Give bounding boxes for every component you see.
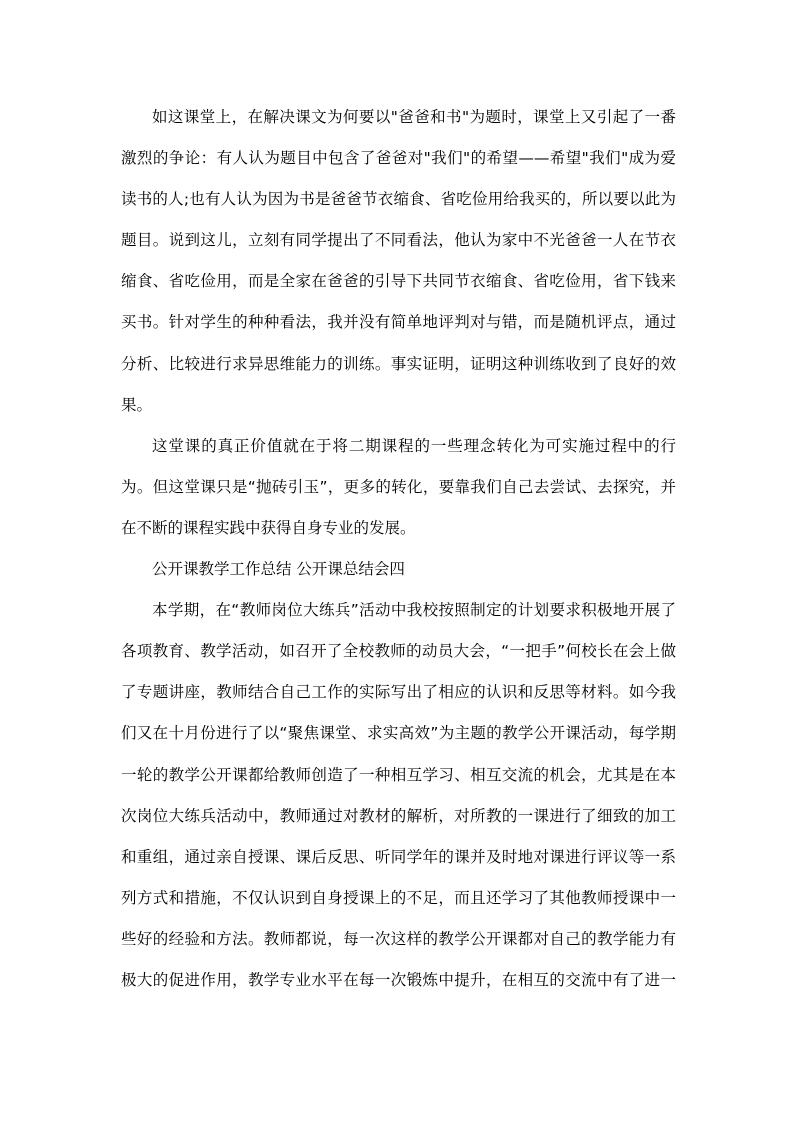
text-line: 公开课教学工作总结 公开课总结会四 [152,560,405,579]
text-line: 列方式和措施，不仅认识到自身授课上的不足，而且还学习了其他教师授课中一 [121,888,676,907]
text-line: 次岗位大练兵活动中，教师通过对教材的解析，对所教的一课进行了细致的加工 [121,806,676,825]
document-body [121,99,676,1003]
text-line: 们又在十月份进行了以“聚焦课堂、求实高效”为主题的教学公开课活动，每学期 [121,724,676,743]
text-line: 在不断的课程实践中获得自身专业的发展。 [121,518,416,537]
text-line: 本学期，在“教师岗位大练兵”活动中我校按照制定的计划要求积极地开展了 [152,601,676,620]
text-line: 些好的经验和方法。教师都说，每一次这样的教学公开课都对自己的教学能力有 [121,929,676,948]
text-line: 题目。说到这儿，立刻有同学提出了不同看法，他认为家中不光爸爸一人在节衣 [121,231,676,250]
text-line: 这堂课的真正价值就在于将二期课程的一些理念转化为可实施过程中的行 [152,436,676,455]
text-line: 了专题讲座，教师结合自己工作的实际写出了相应的认识和反思等材料。如今我 [121,683,676,702]
text-line: 买书。针对学生的种种看法，我并没有简单地评判对与错，而是随机评点，通过 [121,313,676,332]
text-line: 为。但这堂课只是“抛砖引玉”，更多的转化，要靠我们自己去尝试、去探究，并 [121,477,676,496]
text-line: 极大的促进作用，教学专业水平在每一次锻炼中提升，在相互的交流中有了进一 [121,970,676,989]
text-line: 和重组，通过亲自授课、课后反思、听同学年的课并及时地对课进行评议等一系 [121,847,676,866]
text-line: 各项教育、教学活动，如召开了全校教师的动员大会，“一把手”何校长在会上做 [121,642,676,661]
text-line: 分析、比较进行求异思维能力的训练。事实证明，证明这种训练收到了良好的效 [121,354,676,373]
text-line: 如这课堂上，在解决课文为何要以"爸爸和书"为题时，课堂上又引起了一番 [152,108,676,126]
text-line: 激烈的争论：有人认为题目中包含了爸爸对"我们"的希望——希望"我们"成为爱 [121,149,676,168]
text-line: 一轮的教学公开课都给教师创造了一种相互学习、相互交流的机会，尤其是在本 [121,765,676,784]
text-line: 果。 [121,395,153,414]
text-line: 缩食、省吃俭用，而是全家在爸爸的引导下共同节衣缩食、省吃俭用，省下钱来 [121,272,676,291]
text-line: 读书的人;也有人认为因为书是爸爸节衣缩食、省吃俭用给我买的，所以要以此为 [121,190,676,209]
